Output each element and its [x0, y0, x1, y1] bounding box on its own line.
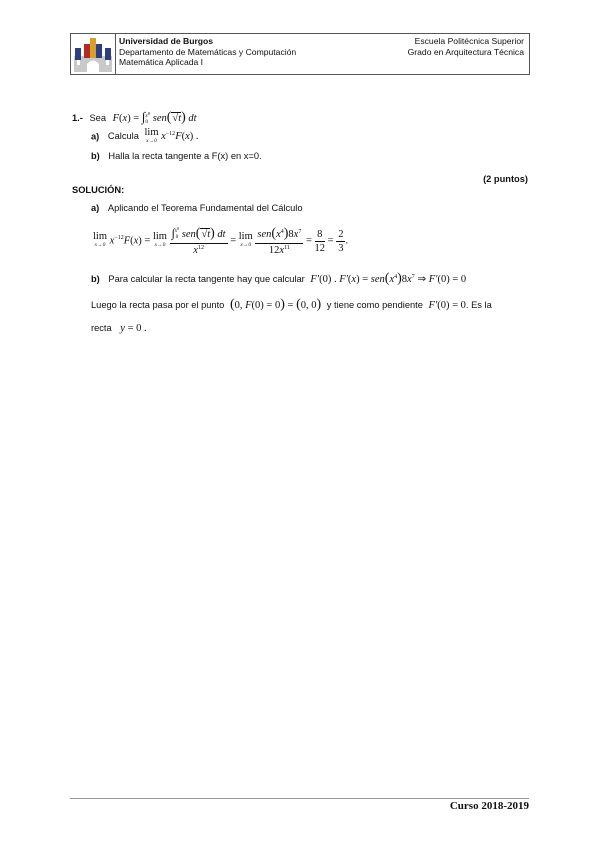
part-a-text: Calcula [107, 131, 139, 142]
line3-text: recta [91, 323, 112, 333]
problem-statement [72, 109, 197, 126]
point-expression: (0, F(0) = 0) = (0, 0) [229, 297, 322, 312]
area-name: Matemática Aplicada I [119, 57, 204, 67]
castle-logo-icon [71, 34, 115, 74]
solution-a-intro [91, 203, 303, 213]
solution-a-label: a) [91, 203, 100, 213]
solution-b-text: Para calcular la recta tangente hay que calcular [108, 274, 305, 284]
problem-intro: Sea [89, 113, 106, 123]
limit-expression: lim x→0 $x^{-12}F(x)$ . [144, 127, 199, 144]
university-name: Universidad de Burgos [119, 36, 214, 46]
footer-divider [70, 798, 529, 799]
part-b-text: Halla la recta tangente a F(x) en x=0. [108, 151, 262, 161]
solution-b-line3 [91, 323, 147, 334]
points-label: (2 puntos) [483, 174, 528, 184]
department-name: Departamento de Matemáticas y Computación [119, 46, 297, 57]
part-b-label: b) [91, 151, 100, 161]
part-a-label: a) [91, 131, 100, 142]
page-header [70, 33, 530, 75]
solution-a-text: Aplicando el Teorema Fundamental del Cálculo [107, 203, 303, 213]
slope-expression: F′(0) = 0 [428, 300, 466, 311]
line2-text-3: . Es la [465, 300, 492, 310]
solution-b-line2 [91, 297, 492, 313]
line2-text-1: Luego la recta pasa por el punto [91, 300, 225, 310]
solution-b-line [91, 271, 466, 287]
line-equation: y = 0 . [120, 323, 147, 334]
course-year: Curso 2018-2019 [449, 800, 529, 812]
solution-b-label: b) [91, 274, 100, 284]
line2-text-2: y tiene como pendiente [326, 300, 423, 310]
school-name: Escuela Politécnica Superior [414, 36, 524, 46]
problem-number: 1.- [72, 113, 83, 123]
derivative-expression: F′(0) . $F'(x) = sen(x^4)8x^7$ ⇒ F′(0) = 0 [310, 271, 467, 286]
university-logo [71, 34, 116, 74]
part-b-statement [91, 151, 262, 161]
solution-heading: SOLUCIÓN: [72, 185, 125, 195]
degree-name: Grado en Arquitectura Técnica [407, 46, 524, 57]
part-a-statement [91, 129, 199, 145]
solution-a-derivation: lim x→0 $x^{-12}F(x)$ = lim x→0 ∫ $x^8$ 0 sen(√t) dt $x^{12}$ = lim x→0 $\frac{sen(x^4)8x^7}{12x^{11}}$ = $\frac{8}{12}$ = $\frac{2}{3}$ . [93, 226, 349, 256]
function-definition: F(x) = ∫ $x^8$ 0 sen(√t) dt [112, 109, 197, 125]
